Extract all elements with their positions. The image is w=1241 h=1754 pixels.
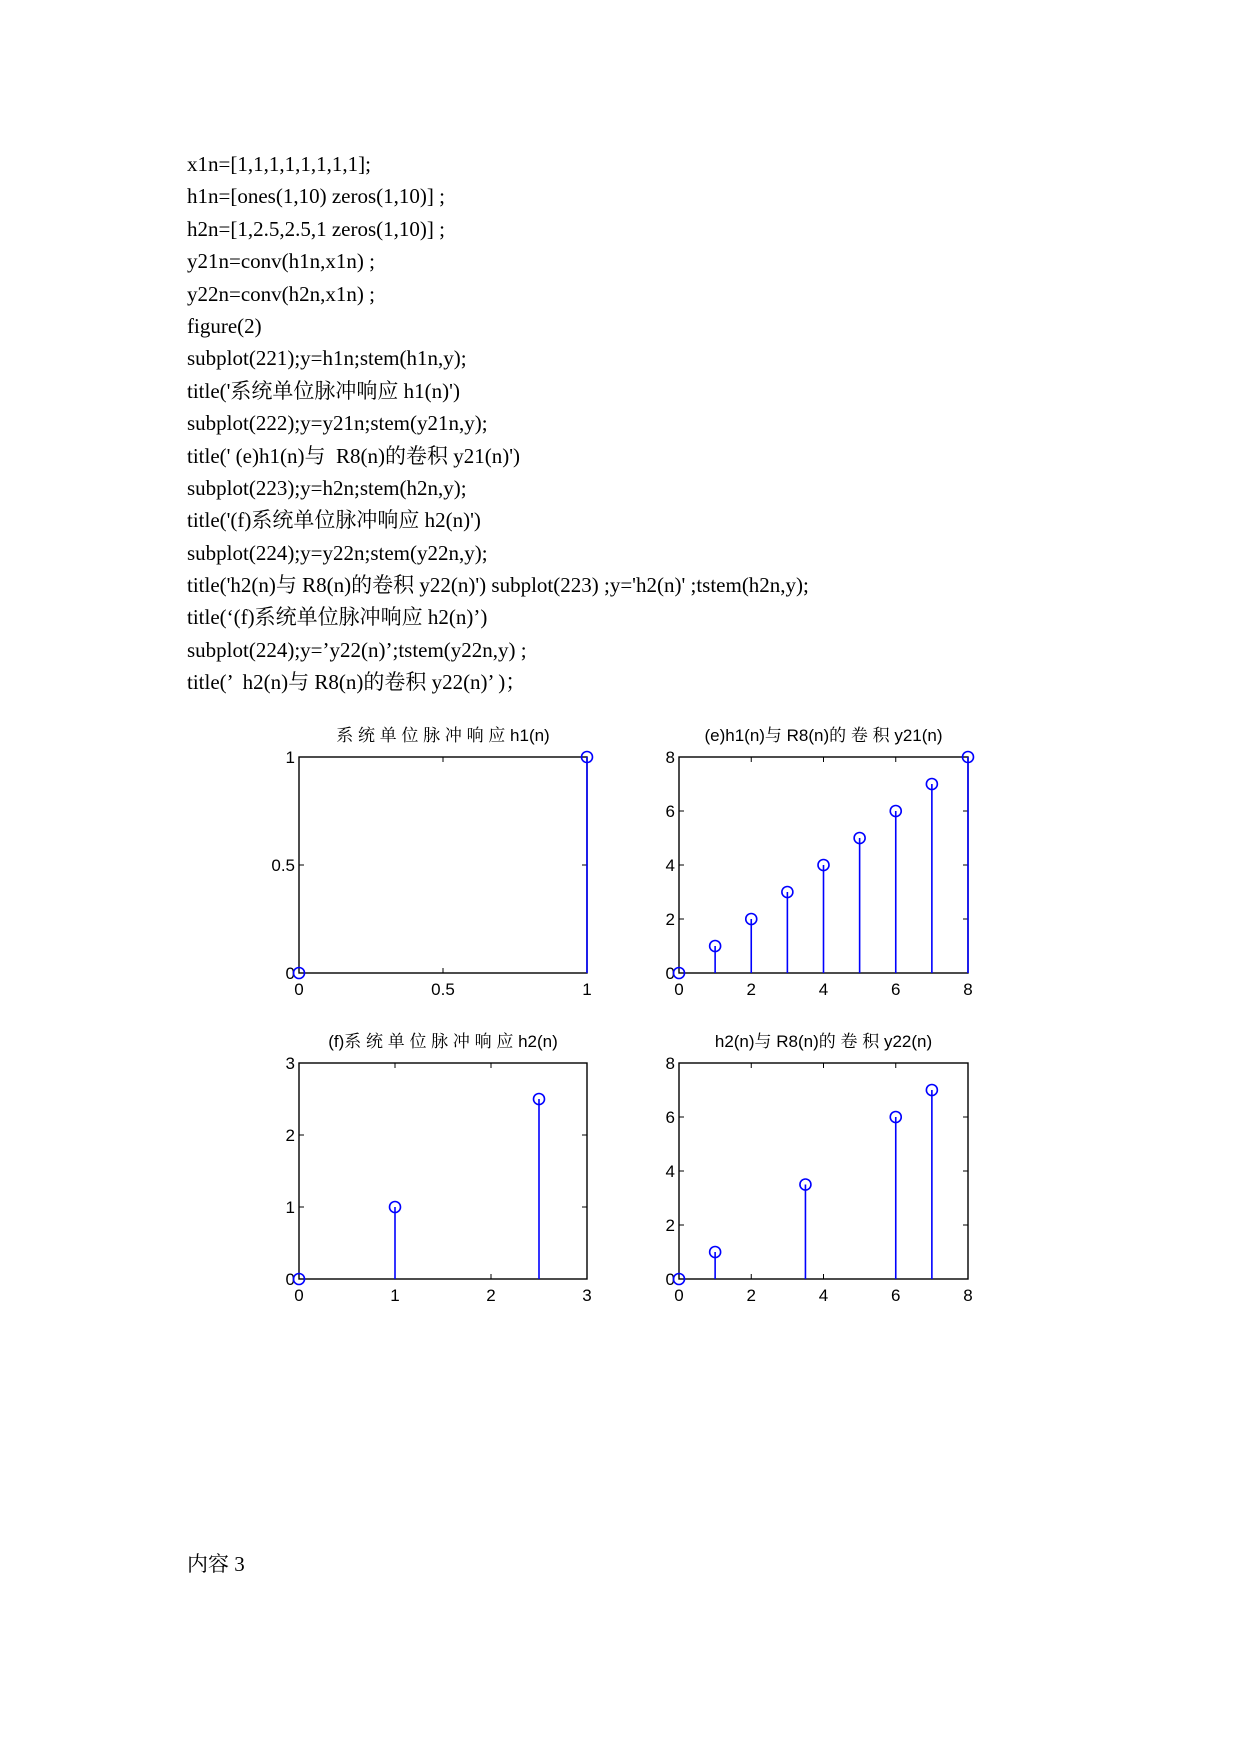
code-line: subplot(221);y=h1n;stem(h1n,y);	[187, 346, 467, 371]
y-tick-label: 2	[665, 910, 675, 929]
y-tick-label: 4	[665, 1162, 675, 1181]
code-line: h1n=[ones(1,10) zeros(1,10)] ;	[187, 184, 445, 209]
code-line: title(' (e)h1(n)与 R8(n)的卷积 y21(n)')	[187, 443, 520, 468]
x-tick-label: 0	[294, 1286, 304, 1305]
y-tick-label: 0	[665, 1270, 675, 1289]
code-line: title(‘(f)系统单位脉冲响应 h2(n)’)	[187, 605, 488, 630]
y-tick-label: 6	[665, 1108, 675, 1127]
code-line: title('系统单位脉冲响应 h1(n)')	[187, 378, 460, 403]
x-tick-label: 0	[674, 1286, 684, 1305]
y-tick-label: 2	[285, 1126, 295, 1145]
y-tick-label: 1	[285, 748, 295, 767]
y-tick-label: 2	[665, 1216, 675, 1235]
x-tick-label: 4	[818, 980, 829, 999]
code-line: y22n=conv(h2n,x1n) ;	[187, 281, 375, 306]
code-line: subplot(223);y=h2n;stem(h2n,y);	[187, 475, 467, 500]
x-tick-label: 4	[818, 1286, 829, 1305]
code-line: title('(f)系统单位脉冲响应 h2(n)')	[187, 508, 481, 533]
x-tick-label: 2	[746, 980, 756, 999]
x-tick-label: 0.5	[431, 980, 455, 999]
chart-title: (f)系 统 单 位 脉 冲 响 应 h2(n)	[328, 1032, 558, 1051]
chart-title: h2(n)与 R8(n)的 卷 积 y22(n)	[714, 1032, 933, 1051]
x-tick-label: 0	[674, 980, 684, 999]
x-tick-label: 3	[582, 1286, 592, 1305]
axes-box	[679, 1063, 968, 1279]
x-tick-label: 1	[390, 1286, 400, 1305]
subplot-2	[666, 726, 974, 999]
y-tick-label: 0	[665, 964, 675, 983]
code-line: h2n=[1,2.5,2.5,1 zeros(1,10)] ;	[187, 216, 445, 241]
y-tick-label: 4	[665, 856, 675, 875]
y-tick-label: 0.5	[271, 856, 295, 875]
code-line: y21n=conv(h1n,x1n) ;	[187, 249, 375, 274]
code-line: title('h2(n)与 R8(n)的卷积 y22(n)') subplot(223) ;y='h2(n)' ;tstem(h2n,y);	[187, 573, 809, 598]
section-footer: 内容 3	[187, 1552, 245, 1576]
code-line: x1n=[1,1,1,1,1,1,1,1];	[187, 152, 371, 176]
y-tick-label: 3	[285, 1054, 295, 1073]
x-tick-label: 6	[891, 980, 901, 999]
y-tick-label: 8	[665, 748, 675, 767]
code-line: subplot(224);y=’y22(n)’;tstem(y22n,y) ;	[187, 637, 527, 662]
x-tick-label: 1	[582, 980, 592, 999]
code-line: figure(2)	[187, 313, 262, 338]
y-tick-label: 6	[665, 802, 675, 821]
chart-title: (e)h1(n)与 R8(n)的 卷 积 y21(n)	[704, 726, 943, 745]
code-line: subplot(222);y=y21n;stem(y21n,y);	[187, 411, 488, 436]
y-tick-label: 0	[285, 964, 295, 983]
x-tick-label: 8	[963, 980, 973, 999]
y-tick-label: 0	[285, 1270, 295, 1289]
y-tick-label: 8	[665, 1054, 675, 1073]
x-tick-label: 6	[891, 1286, 901, 1305]
y-tick-label: 1	[285, 1198, 295, 1217]
x-tick-label: 2	[486, 1286, 496, 1305]
x-tick-label: 2	[746, 1286, 756, 1305]
chart-title: 系 统 单 位 脉 冲 响 应 h1(n)	[336, 726, 550, 745]
axes-box	[299, 757, 587, 973]
subplot-3	[286, 1032, 592, 1305]
code-line: title(’ h2(n)与 R8(n)的卷积 y22(n)’ )；	[187, 670, 527, 695]
code-line: subplot(224);y=y22n;stem(y22n,y);	[187, 540, 488, 565]
x-tick-label: 0	[294, 980, 304, 999]
subplot-4	[666, 1032, 973, 1305]
subplot-1	[271, 726, 592, 999]
x-tick-label: 8	[963, 1286, 973, 1305]
